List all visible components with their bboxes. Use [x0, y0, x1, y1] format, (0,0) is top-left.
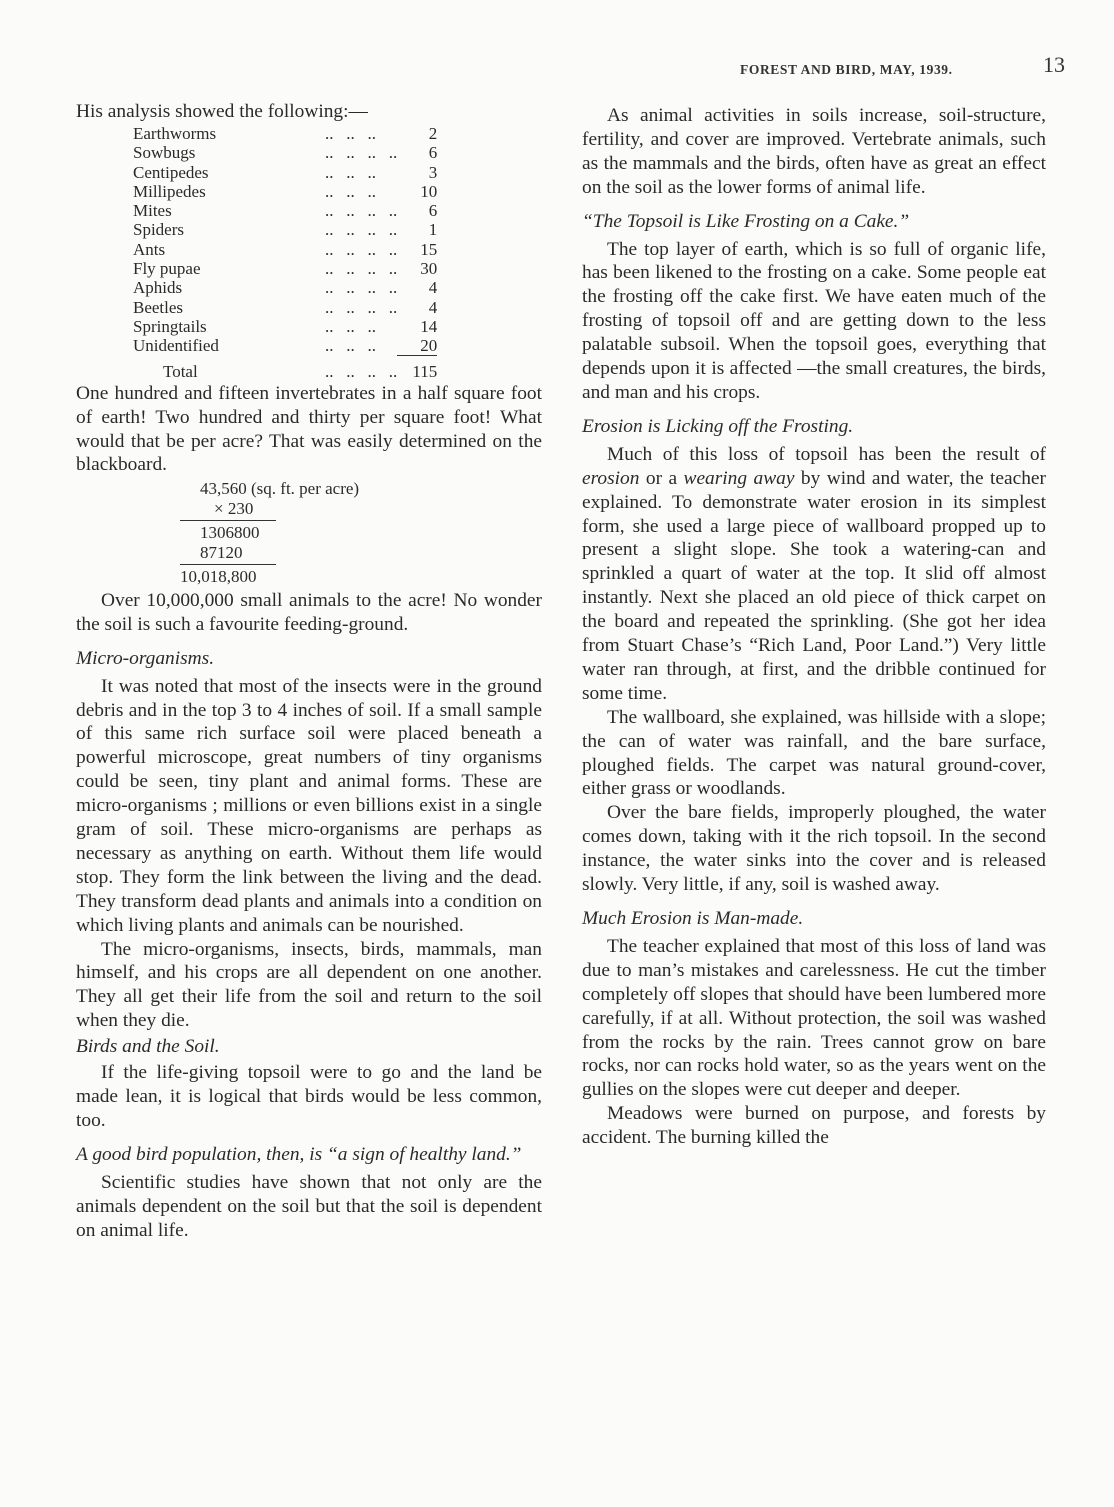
right-column	[582, 104, 1046, 1150]
calc-partial-2: 87120	[200, 542, 243, 562]
tally-row	[133, 163, 437, 182]
tally-dots: .. .. ..	[325, 336, 376, 356]
tally-row	[133, 240, 437, 259]
section-heading: Erosion is Licking off the Frosting.	[582, 415, 854, 437]
paragraph: Scientific studies have shown that not only are the animals dependent on the soil but that the soil is dependent on animal life.	[76, 1171, 542, 1241]
tally-dots: .. .. .. ..	[325, 239, 398, 259]
paragraph: The wallboard, she explained, was hillside with a slope; the can of water was rainfall, and the bare surface, ploughed fields. The carpet was natural ground-cover, either grass or woodlands.	[582, 706, 1046, 800]
tally-value: 6	[428, 201, 438, 221]
tally-dots: .. .. ..	[325, 123, 376, 143]
tally-row	[133, 124, 437, 143]
tally-dots: .. .. .. ..	[325, 201, 398, 221]
paragraph: Over the bare fields, improperly ploughed, the water comes down, taking with it the rich topsoil. In the second instance, the water sinks into the cover and is released slowly. Very little, if any, soil is washed away.	[582, 802, 1046, 896]
section-heading: “The Topsoil is Like Frosting on a Cake.”	[582, 210, 910, 232]
invertebrate-tally-table	[133, 124, 437, 382]
paragraph: The micro-organisms, insects, birds, mammals, man himself, and his crops are all dependent on one another. They all get their life from the soil and return to the soil when they die.	[76, 938, 542, 1032]
tally-dots: .. .. .. ..	[325, 362, 398, 382]
tally-dots: .. .. ..	[325, 181, 376, 201]
tally-row	[133, 259, 437, 278]
tally-dots: .. .. .. ..	[325, 258, 398, 278]
tally-name: Centipedes	[133, 162, 209, 182]
blackboard-calculation	[180, 479, 440, 587]
paragraph: One hundred and fifteen invertebrates in a half square foot of earth! Two hundred and thirty per square foot! What would that be per acre? That was easily determined on the blackboard.	[76, 382, 542, 476]
tally-value: 4	[428, 297, 438, 317]
tally-name: Ants	[133, 239, 166, 259]
tally-row	[133, 278, 437, 297]
calc-multiplier: × 230	[214, 498, 254, 518]
tally-row	[133, 336, 437, 356]
tally-name: Unidentified	[133, 336, 219, 356]
section-heading: Birds and the Soil.	[76, 1036, 220, 1058]
section-heading: A good bird population, then, is “a sign of healthy land.”	[76, 1143, 522, 1165]
tally-name: Spiders	[133, 220, 184, 240]
tally-row	[133, 201, 437, 220]
paragraph: The teacher explained that most of this loss of land was due to man’s mistakes and carelessness. He cut the timber completely off slopes that should have been lumbered more carefully, if at all. Without protection, the soil was washed from the rocks by the rain. Trees cannot grow on bare rocks, nor can rocks hold water, so as the years went on the gullies on the slopes were cut deeper and deeper.	[582, 935, 1046, 1101]
section-heading: Micro-organisms.	[76, 647, 215, 669]
tally-value: 20	[397, 336, 437, 356]
tally-value: 115	[412, 362, 438, 382]
paragraph: As animal activities in soils increase, soil-structure, fertility, and cover are improved. Vertebrate animals, such as the mammals and the birds, often have as great an effect on the soil as the lower forms of animal life.	[582, 105, 1046, 198]
page-header	[740, 52, 1080, 82]
masthead: FOREST AND BIRD, MAY, 1939.	[740, 62, 953, 77]
tally-name: Aphids	[133, 278, 183, 298]
tally-row	[133, 298, 437, 317]
paragraph: Meadows were burned on purpose, and forests by accident. The burning killed the	[582, 1103, 1046, 1149]
tally-name: Mites	[133, 201, 172, 221]
tally-value: 15	[420, 239, 438, 259]
tally-value: 14	[420, 316, 438, 336]
tally-name: Fly pupae	[133, 258, 201, 278]
tally-value: 2	[428, 123, 438, 143]
page-number: 13	[1043, 52, 1065, 77]
paragraph: If the life-giving topsoil were to go and the land be made lean, it is logical that birds would be less common, too.	[76, 1062, 542, 1131]
tally-value: 10	[420, 181, 438, 201]
calc-partial-1: 1306800	[200, 523, 260, 543]
tally-value: 4	[428, 278, 438, 298]
tally-total-row	[133, 356, 437, 382]
tally-dots: .. .. .. ..	[325, 220, 398, 240]
tally-value: 1	[428, 220, 438, 240]
calc-rule	[180, 564, 276, 565]
paragraph: It was noted that most of the insects were in the ground debris and in the top 3 to 4 inches of soil. If a small sample of this same rich surface soil were placed beneath a powerful microscope, great numbers of tiny organisms could be seen, tiny plant and animal forms. These are micro-organisms ; millions or even billions exist in a single gram of soil. These micro-organisms are perhaps as necessary as anything on earth. Without them life would stop. They form the link between the living and the dead. They transform dead plants and animals into a condition on which living plants and animals can be nourished.	[76, 675, 542, 936]
tally-dots: .. .. .. ..	[325, 143, 398, 163]
tally-dots: .. .. ..	[325, 162, 376, 182]
tally-row	[133, 220, 437, 239]
emphasis: wearing away	[683, 467, 795, 489]
emphasis: erosion	[582, 467, 640, 489]
intro-text: His analysis showed the following:—	[76, 101, 368, 122]
paragraph: Over 10,000,000 small animals to the acre! No wonder the soil is such a favourite feeding-ground.	[76, 589, 542, 635]
calc-rule	[180, 520, 276, 521]
tally-value: 6	[428, 143, 438, 163]
paragraph: Much of this loss of topsoil has been the result of erosion or a wearing away by wind and water, the teacher explained. To demonstrate water erosion in its simplest form, she used a large piece of wallboard propped up to present a slight slope. She took a watering-can and sprinkled a quart of water at the top. It slid off almost instantly. Next she placed an old piece of thick carpet on the board and repeated the sprinkling. (She got her idea from Stuart Chase’s “Rich Land, Poor Land.”) Very little water ran through, at first, and the dribble continued for some time.	[582, 443, 1046, 704]
tally-name: Beetles	[133, 297, 184, 317]
calc-result: 10,018,800	[180, 567, 257, 587]
section-heading: Much Erosion is Man-made.	[582, 908, 804, 929]
tally-name: Total	[163, 362, 198, 382]
tally-value: 30	[420, 258, 438, 278]
paragraph: The top layer of earth, which is so full of organic life, has been likened to the frosting on a cake. Some people eat the frosting off the cake first. We have eaten much of the frosting of topsoil off and are getting down to the less palatable subsoil. When the topsoil goes, everything that depends upon it is affected —the small creatures, the birds, and man and his crops.	[582, 238, 1046, 403]
tally-name: Springtails	[133, 316, 207, 336]
tally-row	[133, 143, 437, 162]
left-column	[76, 100, 542, 1242]
tally-dots: .. .. .. ..	[325, 297, 398, 317]
calc-multiplicand: 43,560 (sq. ft. per acre)	[200, 479, 360, 499]
tally-name: Millipedes	[133, 181, 206, 201]
tally-name: Earthworms	[133, 123, 217, 143]
tally-dots: .. .. ..	[325, 316, 376, 336]
tally-row	[133, 317, 437, 336]
tally-row	[133, 182, 437, 201]
tally-name: Sowbugs	[133, 143, 196, 163]
tally-value: 3	[428, 162, 438, 182]
tally-dots: .. .. .. ..	[325, 278, 398, 298]
